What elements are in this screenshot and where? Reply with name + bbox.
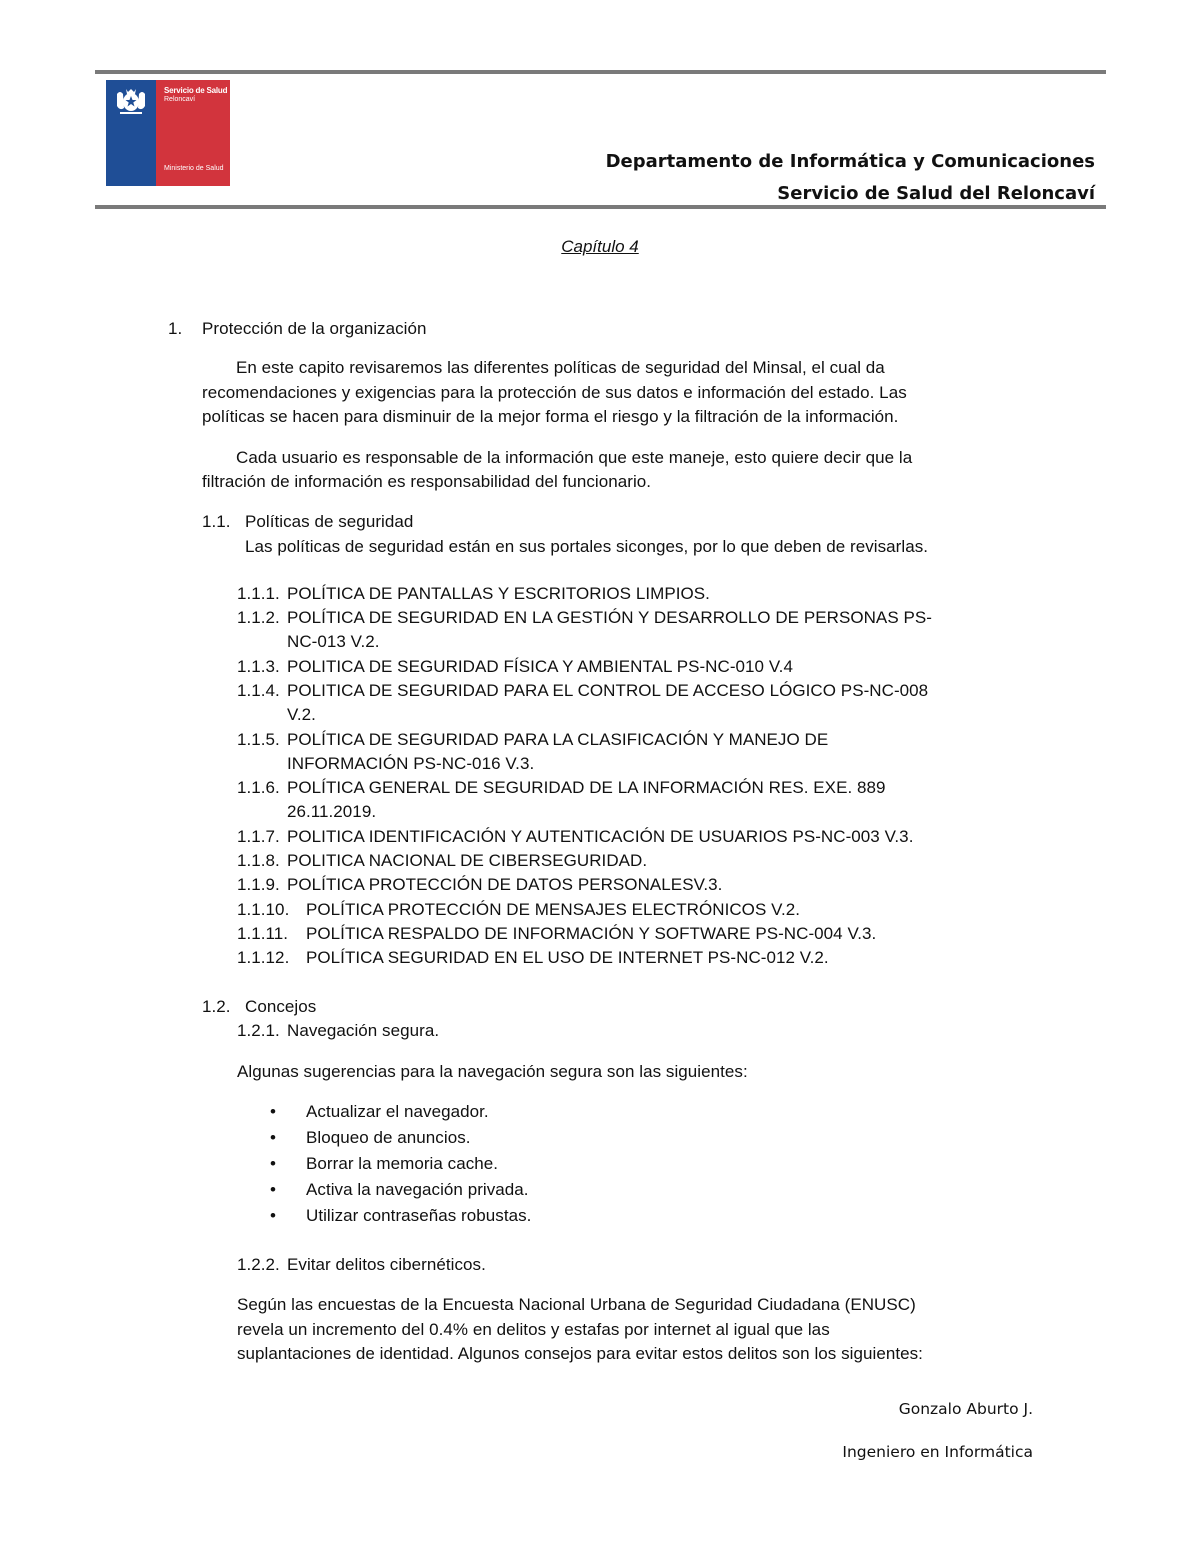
cybercrime-para-line-3: suplantaciones de identidad. Algunos consejos para evitar estos delitos son los siguientes:	[237, 1344, 923, 1363]
section-1-2-1-title: Navegación segura.	[287, 1021, 440, 1040]
policy-2-title-cont: NC-013 V.2.	[287, 632, 380, 651]
section-1-para-1-line-2: recomendaciones y exigencias para la protección de sus datos e información del estado. Las	[202, 383, 907, 402]
policy-7-number: 1.1.7.	[237, 827, 280, 846]
section-1-para-2-line-2: filtración de información es responsabilidad del funcionario.	[202, 472, 652, 491]
section-1-2-1-number: 1.2.1.	[237, 1021, 280, 1040]
policy-10-title: POLÍTICA PROTECCIÓN DE MENSAJES ELECTRÓNICOS V.2.	[306, 900, 800, 919]
servicio-salud-logo	[106, 80, 230, 186]
policy-9-number: 1.1.9.	[237, 875, 280, 894]
policy-6-title: POLÍTICA GENERAL DE SEGURIDAD DE LA INFORMACIÓN RES. EXE. 889	[287, 778, 886, 797]
policy-11-title: POLÍTICA RESPALDO DE INFORMACIÓN Y SOFTWARE PS-NC-004 V.3.	[306, 924, 877, 943]
logo-line-2: Reloncaví	[164, 96, 196, 103]
bullet-icon: •	[270, 1102, 276, 1121]
policy-3-title: POLITICA DE SEGURIDAD FÍSICA Y AMBIENTAL PS-NC-010 V.4	[287, 657, 793, 676]
policy-2-number: 1.1.2.	[237, 608, 280, 627]
policy-1-title: POLÍTICA DE PANTALLAS Y ESCRITORIOS LIMPIOS.	[287, 584, 710, 603]
coat-of-arms-icon	[114, 86, 148, 116]
section-1-title: Protección de la organización	[202, 319, 427, 338]
logo-line-3: Ministerio de Salud	[164, 165, 224, 172]
bullet-icon: •	[270, 1180, 276, 1199]
policy-4-title: POLITICA DE SEGURIDAD PARA EL CONTROL DE ACCESO LÓGICO PS-NC-008	[287, 681, 929, 700]
section-1-para-1-line-1: En este capito revisaremos las diferentes políticas de seguridad del Minsal, el cual da	[236, 358, 885, 377]
section-1-1-title: Políticas de seguridad	[245, 512, 414, 531]
policy-5-title: POLÍTICA DE SEGURIDAD PARA LA CLASIFICACIÓN Y MANEJO DE	[287, 730, 829, 749]
policy-4-title-cont: V.2.	[287, 705, 316, 724]
section-1-1-intro: Las políticas de seguridad están en sus portales siconges, por lo que deben de revisarlas.	[245, 537, 929, 556]
section-1-para-1-line-3: políticas se hacen para disminuir de la mejor forma el riesgo y la filtración de la información.	[202, 407, 899, 426]
policy-10-number: 1.1.10.	[237, 900, 290, 919]
policy-11-number: 1.1.11.	[237, 924, 289, 943]
header-bottom-rule	[95, 205, 1106, 209]
policy-8-number: 1.1.8.	[237, 851, 280, 870]
header-top-rule	[95, 70, 1106, 74]
cybercrime-para-line-1: Según las encuestas de la Encuesta Nacional Urbana de Seguridad Ciudadana (ENUSC)	[237, 1295, 916, 1314]
bullet-item: Utilizar contraseñas robustas.	[306, 1206, 532, 1225]
policy-5-number: 1.1.5.	[237, 730, 280, 749]
logo-line-1: Servicio de Salud	[164, 86, 228, 95]
section-1-2-2-title: Evitar delitos cibernéticos.	[287, 1255, 486, 1274]
policy-6-number: 1.1.6.	[237, 778, 280, 797]
policy-2-title: POLÍTICA DE SEGURIDAD EN LA GESTIÓN Y DESARROLLO DE PERSONAS PS-	[287, 608, 932, 627]
policy-6-title-cont: 26.11.2019.	[287, 802, 377, 821]
department-title: Departamento de Informática y Comunicaciones	[605, 151, 1095, 172]
policy-3-number: 1.1.3.	[237, 657, 280, 676]
chapter-title: Capítulo 4	[561, 237, 639, 256]
navigation-intro: Algunas sugerencias para la navegación segura son las siguientes:	[237, 1062, 748, 1081]
bullet-item: Actualizar el navegador.	[306, 1102, 489, 1121]
section-1-2-number: 1.2.	[202, 997, 231, 1016]
policy-1-number: 1.1.1.	[237, 584, 280, 603]
policy-4-number: 1.1.4.	[237, 681, 280, 700]
signature-role: Ingeniero en Informática	[842, 1443, 1033, 1461]
section-1-number: 1.	[168, 319, 183, 338]
policy-7-title: POLITICA IDENTIFICACIÓN Y AUTENTICACIÓN DE USUARIOS PS-NC-003 V.3.	[287, 827, 914, 846]
policy-12-title: POLÍTICA SEGURIDAD EN EL USO DE INTERNET PS-NC-012 V.2.	[306, 948, 829, 967]
bullet-item: Activa la navegación privada.	[306, 1180, 529, 1199]
bullet-item: Bloqueo de anuncios.	[306, 1128, 471, 1147]
bullet-icon: •	[270, 1128, 276, 1147]
bullet-item: Borrar la memoria cache.	[306, 1154, 499, 1173]
section-1-2-2-number: 1.2.2.	[237, 1255, 280, 1274]
policy-12-number: 1.1.12.	[237, 948, 290, 967]
policy-9-title: POLÍTICA PROTECCIÓN DE DATOS PERSONALESV.3.	[287, 875, 723, 894]
logo-blue-panel	[106, 80, 156, 186]
policy-8-title: POLITICA NACIONAL DE CIBERSEGURIDAD.	[287, 851, 648, 870]
bullet-icon: •	[270, 1206, 276, 1225]
cybercrime-para-line-2: revela un incremento del 0.4% en delitos y estafas por internet al igual que las	[237, 1320, 830, 1339]
section-1-1-number: 1.1.	[202, 512, 231, 531]
policy-5-title-cont: INFORMACIÓN PS-NC-016 V.3.	[287, 754, 535, 773]
section-1-2-title: Concejos	[245, 997, 317, 1016]
signature-name: Gonzalo Aburto J.	[898, 1400, 1033, 1418]
logo-red-panel	[156, 80, 230, 186]
bullet-icon: •	[270, 1154, 276, 1173]
service-title: Servicio de Salud del Reloncaví	[777, 183, 1095, 204]
section-1-para-2-line-1: Cada usuario es responsable de la información que este maneje, esto quiere decir que la	[236, 448, 913, 467]
